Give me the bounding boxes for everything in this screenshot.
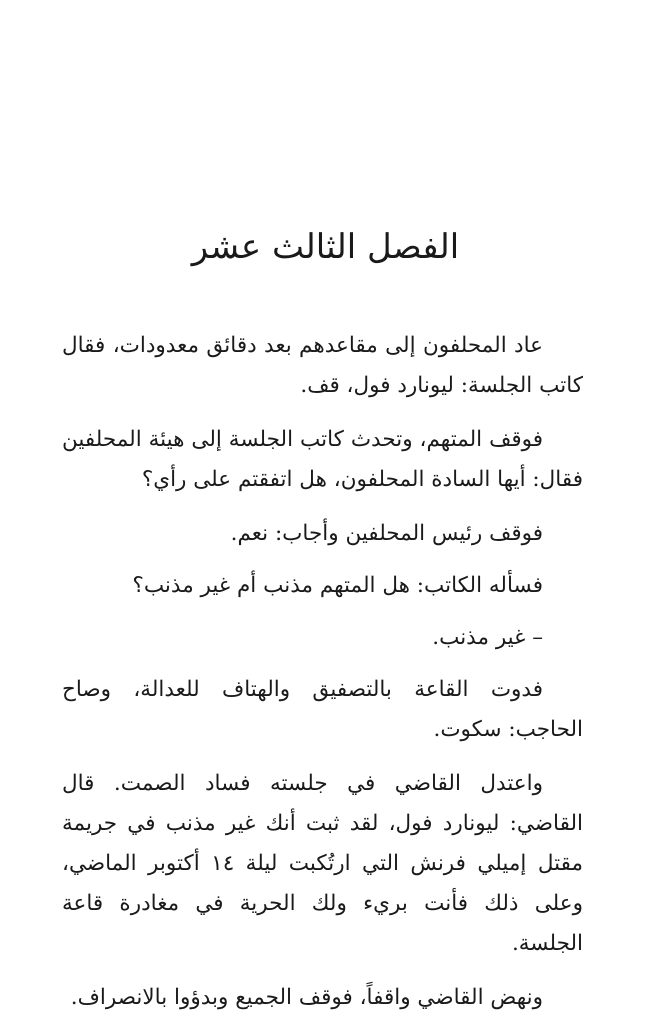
paragraph: واعتدل القاضي في جلسته فساد الصمت. قال القاضي: ليونارد فول، لقد ثبت أنك غير مذنب في جريمة مقتل إميلي فرنش التي ارتُكبت ليلة ١٤ أكتوبر الماضي، وعلى ذلك فأنت بريء ولك الحرية في مغادرة قاعة الجلسة. bbox=[62, 771, 583, 956]
paragraph: فوقف رئيس المحلفين وأجاب: نعم. bbox=[230, 521, 543, 546]
chapter-body bbox=[62, 326, 583, 1030]
paragraph: فسأله الكاتب: هل المتهم مذنب أم غير مذنب؟ bbox=[132, 573, 543, 598]
paragraph: – غير مذنب. bbox=[432, 625, 543, 650]
chapter-title: الفصل الثالث عشر bbox=[191, 227, 460, 267]
paragraph: عاد المحلفون إلى مقاعدهم بعد دقائق معدودات، فقال كاتب الجلسة: ليونارد فول، قف. bbox=[62, 333, 583, 398]
paragraph: ونهض القاضي واقفاً، فوقف الجميع وبدؤوا بالانصراف. bbox=[70, 985, 543, 1010]
paragraph: فدوت القاعة بالتصفيق والهتاف للعدالة، وصاح الحاجب: سكوت. bbox=[62, 677, 583, 742]
paragraph: فوقف المتهم، وتحدث كاتب الجلسة إلى هيئة المحلفين فقال: أيها السادة المحلفون، هل اتفقتم على رأي؟ bbox=[62, 427, 583, 492]
